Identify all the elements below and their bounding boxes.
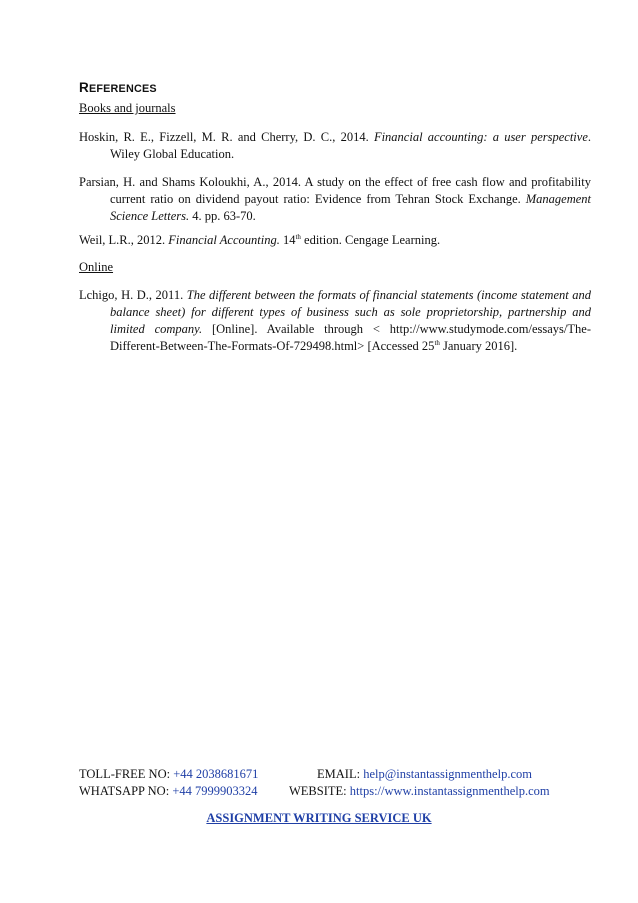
reference-weil	[79, 232, 591, 249]
footer-row-1	[79, 766, 561, 783]
email-label: EMAIL:	[317, 767, 364, 781]
ref-parsian-journal: Management Science Letters.	[110, 192, 591, 223]
reference-lchigo	[79, 287, 591, 355]
heading-initial: R	[79, 80, 89, 95]
website-group	[289, 783, 550, 800]
references-heading	[79, 80, 157, 95]
email-group	[317, 766, 532, 783]
section-books-journals: Books and journals	[79, 101, 176, 115]
tollfree-label: TOLL-FREE NO:	[79, 767, 174, 781]
ref-lchigo-authors: Lchigo, H. D., 2011.	[79, 288, 187, 302]
ref-parsian-text: Parsian, H. and Shams Koloukhi, A., 2014. A study on the effect of free cash flow and profitability current ratio on dividend payout ratio: Evidence from Tehran Stock Exchange.	[79, 175, 591, 206]
whatsapp-label: WHATSAPP NO:	[79, 784, 173, 798]
footer-row-2	[79, 783, 561, 800]
ref-hoskin-authors: Hoskin, R. E., Fizzell, M. R. and Cherry, D. C., 2014.	[79, 130, 374, 144]
ref-parsian-pages: 4. pp. 63-70.	[189, 209, 256, 223]
reference-parsian	[79, 174, 591, 225]
ref-weil-publisher: edition. Cengage Learning.	[300, 233, 441, 247]
ref-lchigo-title: The different between the formats of financial statements (income statement and balance sheet) for different types of business such as sole proprietorship, partnership and limited company.	[110, 288, 592, 336]
website-link[interactable]: https://www.instantassignmenthelp.com	[349, 784, 550, 798]
ref-hoskin-title: Financial accounting: a user perspective	[373, 130, 588, 144]
reference-hoskin	[79, 129, 591, 163]
ref-weil-authors: Weil, L.R., 2012.	[79, 233, 169, 247]
ref-lchigo-accessed: January 2016].	[439, 339, 518, 353]
ref-hoskin-publisher: . Wiley Global Education.	[110, 130, 591, 161]
email-link[interactable]: help@instantassignmenthelp.com	[363, 767, 532, 781]
assignment-service-link[interactable]: ASSIGNMENT WRITING SERVICE UK	[206, 811, 432, 825]
ref-weil-title: Financial Accounting.	[168, 233, 280, 247]
contact-footer	[79, 766, 561, 800]
heading-rest: EFERENCES	[88, 83, 157, 95]
tollfree-number[interactable]: +44 2038681671	[173, 767, 259, 781]
whatsapp-number[interactable]: +44 7999903324	[172, 784, 258, 798]
ref-weil-sup: th	[295, 232, 301, 241]
ref-lchigo-source: [Online]. Available through < http://www.studymode.com/essays/The-Different-Between-The-Formats-Of-729498.html> [Accessed 25	[110, 322, 591, 353]
section-online: Online	[79, 260, 114, 274]
ref-weil-edition: 14	[279, 233, 296, 247]
website-label: WEBSITE:	[289, 784, 350, 798]
ref-lchigo-sup: th	[434, 338, 440, 347]
